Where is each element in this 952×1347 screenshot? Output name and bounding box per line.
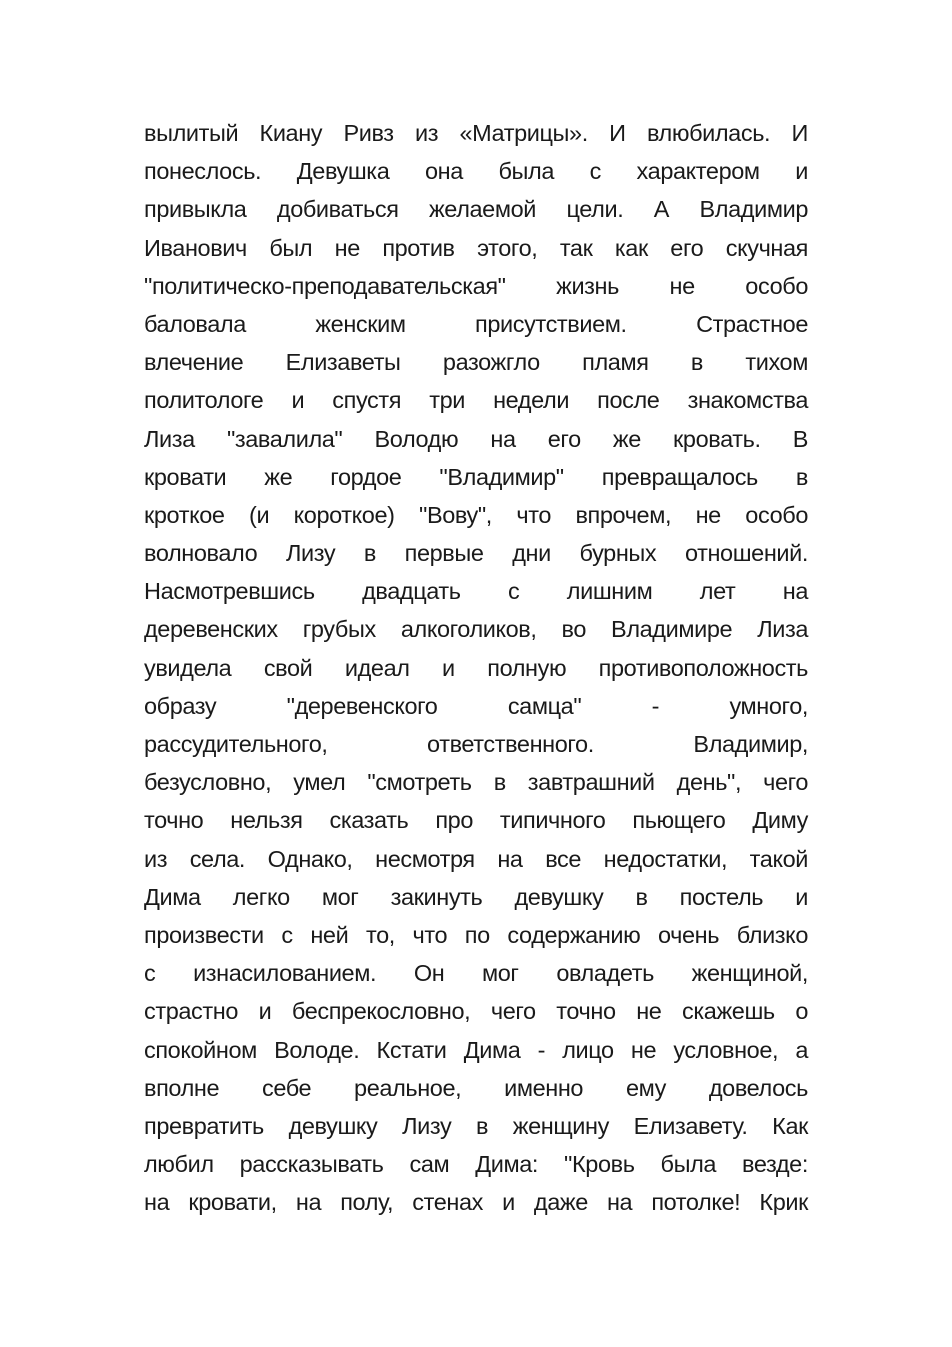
text-line: кровати же гордое "Владимир" превращалось в — [144, 463, 808, 490]
text-line: Иванович был не против этого, так как его скучная — [144, 234, 808, 261]
text-line: политологе и спустя три недели после знакомства — [144, 387, 808, 414]
text-line: произвести с ней то, что по содержанию очень близко — [144, 921, 808, 948]
text-line: влечение Елизаветы разожгло пламя в тихом — [144, 349, 808, 376]
text-line: вполне себе реальное, именно ему довелось — [144, 1074, 808, 1101]
text-line: Лиза "завалила" Володю на его же кровать. В — [144, 425, 808, 452]
text-line: безусловно, умел "смотреть в завтрашний день", чего — [144, 769, 808, 796]
text-line: вылитый Киану Ривз из «Матрицы». И влюбилась. И — [144, 120, 808, 146]
text-line: на кровати, на полу, стенах и даже на потолке! Крик — [144, 1189, 808, 1216]
text-line: понеслось. Девушка она была с характером и — [144, 158, 808, 185]
text-line: Насмотревшись двадцать с лишним лет на — [144, 578, 808, 605]
text-line: с изнасилованием. Он мог овладеть женщиной, — [144, 960, 808, 987]
text-line: деревенских грубых алкоголиков, во Владимире Лиза — [144, 616, 808, 643]
text-line: любил рассказывать сам Дима: "Кровь была везде: — [144, 1151, 808, 1178]
text-line: кроткое (и короткое) "Вову", что впрочем, не особо — [144, 501, 808, 528]
text-line: волновало Лизу в первые дни бурных отношений. — [144, 540, 808, 567]
text-line: увидела свой идеал и полную противоположность — [144, 654, 808, 681]
text-line: Дима легко мог закинуть девушку в постель и — [144, 883, 808, 910]
text-line: "политическо-преподавательская" жизнь не особо — [144, 272, 808, 299]
text-line: страстно и беспрекословно, чего точно не скажешь о — [144, 998, 808, 1025]
body-text — [144, 114, 808, 1221]
text-line: баловала женским присутствием. Страстное — [144, 310, 808, 337]
text-line: превратить девушку Лизу в женщину Елизавету. Как — [144, 1112, 808, 1139]
text-line: спокойном Володе. Кстати Дима - лицо не условное, а — [144, 1036, 808, 1063]
text-line: образу "деревенского самца" - умного, — [144, 692, 808, 719]
text-line: рассудительного, ответственного. Владимир, — [144, 731, 808, 757]
text-line: точно нельзя сказать про типичного пьющего Диму — [144, 807, 808, 834]
text-line: из села. Однако, несмотря на все недостатки, такой — [144, 845, 808, 872]
text-line: привыкла добиваться желаемой цели. А Владимир — [144, 196, 808, 223]
